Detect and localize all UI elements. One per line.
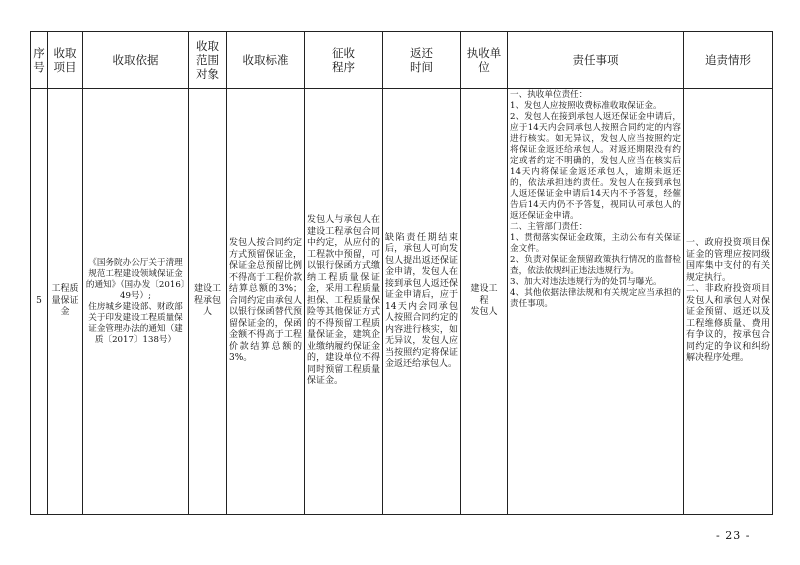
header-unit: 执收单 位 bbox=[461, 32, 508, 89]
cell-item: 工程质 量保证 金 bbox=[48, 89, 83, 515]
header-basis: 收取依据 bbox=[83, 32, 189, 89]
cell-responsibility: 一、执收单位责任： 1、发包人应按照收费标准收取保证金。 2、发包人在接到承包人返还保证金申请后，应于14天内会同承包人按照合同约定的内容进行核实。如无异议，发包人应当按照约定将保证金返还给承包人。对返还期限没有约定或者约定不明确的，发包人应当在核实后14天内将保证金返还承包人，逾期未返还的，依法承担违约责任。发包人在接到承包人返还保证金申请后14天内不予答复，经催告后14天内仍不予答复，视同认可承包人的返还保证金申请。 二、主管部门责任： 1、贯彻落实保证金政策，主动公布有关保证金文件。 2、负责对保证金预留政策执行情况的监督检查，依法依规纠正违法违规行为。 3、加大对违法违规行为的处罚与曝光。 4、其他依据法律法规和有关规定应当承担的责任事项。 bbox=[508, 89, 684, 515]
header-no: 序 号 bbox=[31, 32, 48, 89]
header-accountability: 追责情形 bbox=[684, 32, 773, 89]
table-row bbox=[31, 89, 773, 515]
cell-standard: 发包人按合同约定方式预留保证金，保证金总预留比例不得高于工程价款结算总额的3%；合同约定由承包人以银行保函替代预留保证金的，保函金额不得高于工程价款结算总额的3%。 bbox=[227, 89, 305, 515]
cell-no: 5 bbox=[31, 89, 48, 515]
header-responsibility: 责任事项 bbox=[508, 32, 684, 89]
header-row bbox=[31, 32, 773, 89]
header-standard: 收取标准 bbox=[227, 32, 305, 89]
cell-return-time: 缺陷责任期结束后，承包人可向发包人提出返还保证金申请，发包人在接到承包人返还保证金申请后，应于14天内会同承包人按照合同约定的内容进行核实，如无异议，发包人应当按照约定将保证金返还给承包人。 bbox=[383, 89, 461, 515]
cell-accountability: 一、政府投资项目保证金的管理应按同级国库集中支付的有关规定执行。 二、非政府投资项目发包人和承包人对保证金预留、返还以及工程维修质量、费用有争议的，按承包合同约定的争议和纠纷解决程序处理。 bbox=[684, 89, 773, 515]
header-return-time: 返还 时间 bbox=[383, 32, 461, 89]
cell-scope: 建设工 程承包 人 bbox=[189, 89, 227, 515]
fee-table bbox=[30, 31, 773, 515]
header-procedure: 征收 程序 bbox=[305, 32, 383, 89]
page-number: - 23 - bbox=[716, 529, 751, 542]
cell-basis: 《国务院办公厅关于清理规范工程建设领域保证金的通知》（国办发〔2016〕49号）; 住房城乡建设部、财政部关于印发建设工程质量保证金管理办法的通知（建质〔2017〕138号） bbox=[83, 89, 189, 515]
cell-procedure: 发包人与承包人在建设工程承包合同中约定，从应付的工程款中预留，可以银行保函方式缴纳工程质量保证金，采用工程质量担保、工程质量保险等其他保证方式的不得预留工程质量保证金，建筑企业缴纳履约保证金的，建设单位不得同时预留工程质量保证金。 bbox=[305, 89, 383, 515]
header-scope: 收取 范围 对象 bbox=[189, 32, 227, 89]
cell-unit: 建设工 程 发包人 bbox=[461, 89, 508, 515]
header-item: 收取 项目 bbox=[48, 32, 83, 89]
